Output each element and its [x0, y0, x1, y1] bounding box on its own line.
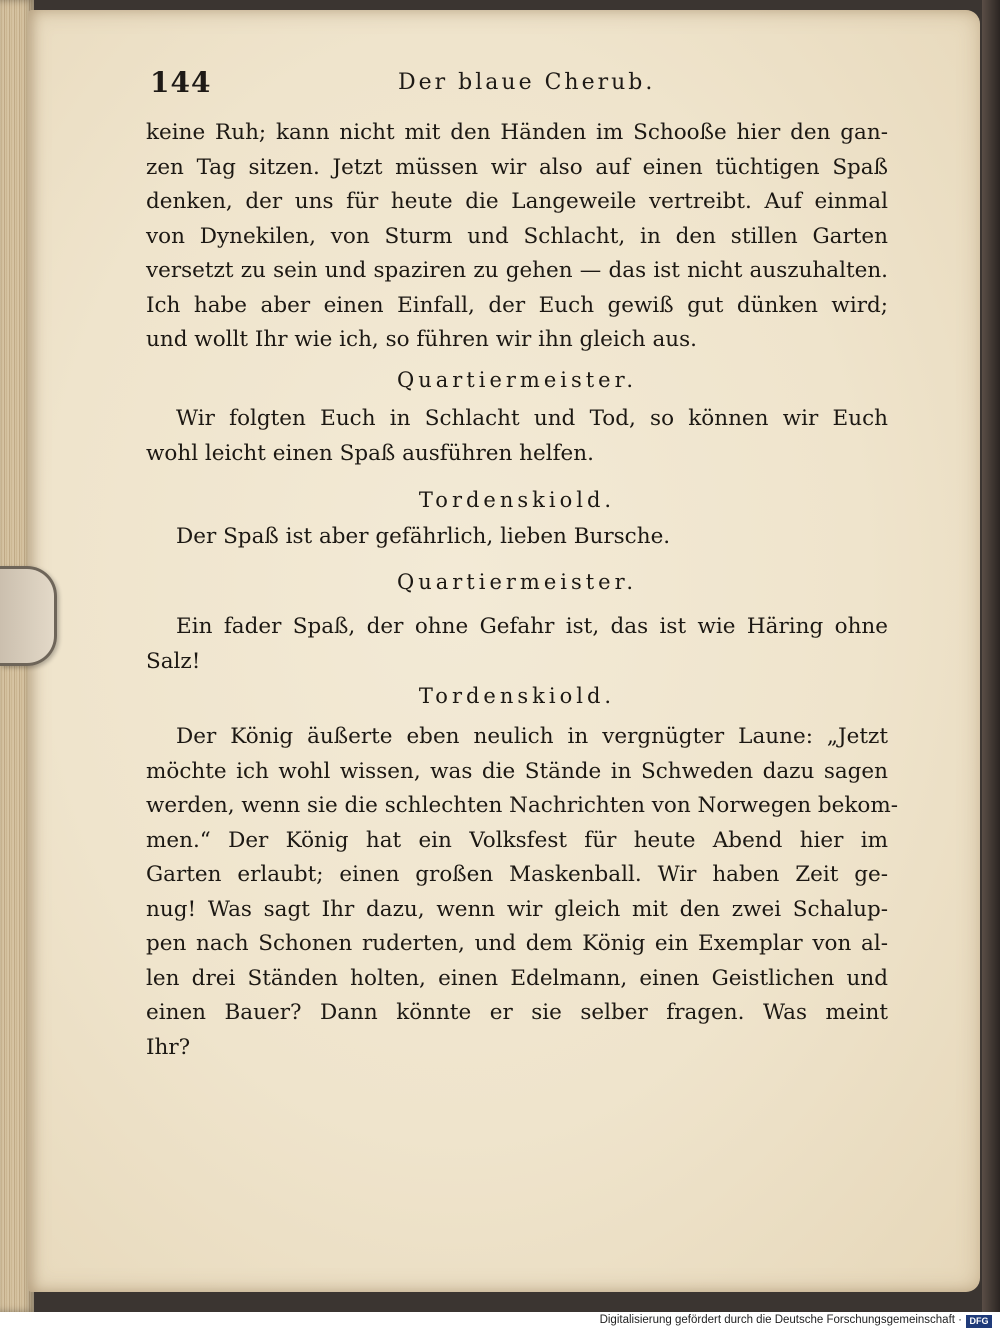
text-line: Ihr?	[146, 1034, 191, 1060]
text-line: Der Spaß ist aber gefährlich, lieben Bursche.	[176, 524, 671, 549]
text-line: zen Tag sitzen. Jetzt müssen wir also auf einen tüchtigen Spaß	[146, 154, 888, 180]
paragraph-5	[146, 720, 898, 1065]
speaker-heading: Tordenskiold.	[418, 488, 616, 512]
text-line: denken, der uns für heute die Langeweile vertreibt. Auf einmal	[146, 189, 888, 214]
running-title: Der blaue Cherub.	[398, 70, 656, 95]
text-line: len drei Ständen holten, einen Edelmann, einen Geistlichen und	[146, 965, 888, 991]
paragraph-1	[146, 116, 888, 358]
text-line: werden, wenn sie die schlechten Nachrichten von Norwegen bekom-	[146, 793, 898, 818]
text-line: und wollt Ihr wie ich, so führen wir ihn gleich aus.	[146, 327, 698, 352]
text-line: men.“ Der König hat ein Volksfest für heute Abend hier im	[146, 827, 888, 853]
text-line: Der König äußerte eben neulich in vergnügter Laune: „Jetzt	[176, 724, 888, 749]
text-line: möchte ich wohl wissen, was die Stände in Schweden dazu sagen	[146, 758, 888, 784]
text-line: wohl leicht einen Spaß ausführen helfen.	[146, 440, 594, 466]
page-clip	[0, 566, 57, 666]
speaker-heading: Quartiermeister.	[396, 570, 638, 594]
page-header	[150, 66, 890, 106]
digitization-footer	[0, 1312, 1000, 1332]
text-line: Garten erlaubt; einen großen Maskenball. Wir haben Zeit ge-	[146, 862, 888, 887]
text-line: von Dynekilen, von Sturm und Schlacht, in den stillen Garten	[146, 223, 888, 249]
funding-credit: Digitalisierung gefördert durch die Deutsche Forschungsgemeinschaft ·	[599, 1314, 962, 1326]
dfg-logo: DFG	[966, 1315, 992, 1328]
text-line: pen nach Schonen ruderten, und dem König ein Exemplar von al-	[146, 931, 888, 956]
text-line: Wir folgten Euch in Schlacht und Tod, so können wir Euch	[176, 406, 888, 431]
text-line: einen Bauer? Dann könnte er sie selber fragen. Was meint	[146, 1000, 888, 1025]
speaker-heading: Quartiermeister.	[396, 368, 638, 392]
paragraph-2	[146, 402, 888, 471]
text-line: Ich habe aber einen Einfall, der Euch gewiß gut dünken wird;	[146, 292, 888, 318]
text-line: Salz!	[146, 648, 201, 674]
text-line: keine Ruh; kann nicht mit den Händen im Schooße hier den gan-	[146, 120, 888, 145]
paragraph-4	[146, 610, 888, 679]
text-line: nug! Was sagt Ihr dazu, wenn wir gleich mit den zwei Schalup-	[146, 896, 888, 922]
paragraph-3	[146, 520, 888, 555]
text-line: Ein fader Spaß, der ohne Gefahr ist, das ist wie Häring ohne	[176, 614, 888, 639]
page-number: 144	[150, 66, 212, 99]
book-right-edge	[982, 0, 1000, 1312]
speaker-heading: Tordenskiold.	[418, 684, 616, 708]
text-line: versetzt zu sein und spaziren zu gehen — das ist nicht auszuhalten.	[146, 258, 888, 283]
